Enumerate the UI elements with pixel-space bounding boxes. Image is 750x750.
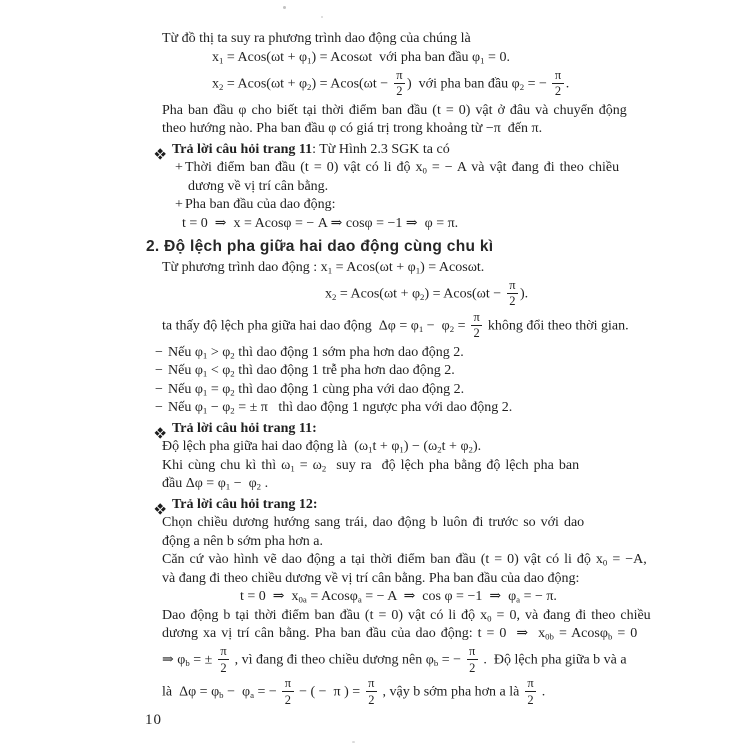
text: đầu Δφ = φ: [162, 476, 226, 491]
text: − φ: [207, 400, 231, 415]
bold-text: Trả lời câu hỏi trang 11: [172, 141, 313, 157]
text: Nếu φ: [168, 381, 203, 397]
text: Nếu φ: [168, 363, 203, 378]
text: : Từ Hình 2.3 SGK ta có: [312, 141, 450, 157]
diamond-bullet-icon: [156, 496, 172, 514]
text: − ( − π ) =: [295, 684, 364, 700]
subscript: 2: [321, 463, 327, 473]
equation-x2: [212, 67, 604, 99]
phase-paragraph-line-1: [162, 102, 627, 120]
text: ⇒ φ: [162, 652, 186, 668]
text: ) − (ω: [403, 439, 438, 454]
text: = −: [253, 684, 281, 700]
fraction: $\frac{\pi}{2}$: [366, 677, 377, 706]
text: ) = Acosωt với pha ban đầu φ: [311, 49, 481, 65]
subscript: 0: [602, 557, 608, 568]
subscript: 1: [307, 55, 312, 65]
bold-text: Trả lời câu hỏi trang 12:: [172, 496, 318, 512]
subscript: 1: [327, 265, 333, 275]
text: = − π.: [520, 589, 557, 604]
text: = −: [438, 652, 465, 668]
text: 2. Độ lệch pha giữa hai dao động cùng chu kì: [146, 237, 494, 255]
text: , vậy b sớm pha hơn a là: [378, 684, 523, 700]
line-text: [172, 141, 604, 159]
text: = Acos(ωt + φ: [223, 76, 308, 92]
subscript: 1: [202, 350, 208, 360]
answer-12-line-3: [162, 551, 647, 569]
text: > φ: [207, 344, 231, 360]
page-content: [146, 30, 651, 707]
subscript: 1: [219, 55, 224, 65]
subscript: 1: [202, 387, 208, 397]
section-heading: [146, 238, 604, 256]
plus-item-2: [175, 196, 604, 214]
section2-intro: [162, 259, 604, 277]
text: = − A và vật đang đi theo chiều: [426, 160, 620, 175]
fraction: $\frac{\pi}{2}$: [525, 677, 536, 706]
scan-speck: [352, 741, 355, 743]
text: < φ: [207, 363, 231, 378]
subscript: 2: [230, 350, 235, 360]
text: .: [261, 476, 269, 491]
text: =: [454, 318, 470, 334]
bullet-som-pha: [155, 344, 604, 362]
text: theo hướng nào. Pha ban đầu φ có giá trị trong khoảng từ −π đến π.: [162, 121, 543, 136]
subscript: 1: [202, 368, 208, 379]
line-text: [168, 362, 604, 380]
text: = Acos(ωt + φ: [336, 286, 421, 302]
answer-12-line-6: [162, 625, 638, 643]
subscript: 2: [256, 481, 262, 492]
equation-phase-a: [240, 588, 604, 606]
text: .: [565, 76, 570, 92]
text: dương về vị trí cân bằng.: [188, 178, 329, 194]
text: dương xa vị trí cân bằng. Pha ban đầu của dao động: t = 0 ⇒ x: [162, 626, 546, 641]
text: thì dao động 1 cùng pha với dao động 2.: [234, 381, 465, 397]
subscript: 2: [468, 444, 473, 455]
text: ta thấy độ lệch pha giữa hai dao động Δφ = φ: [162, 318, 419, 334]
dash-marker: −: [155, 363, 163, 378]
text: ) = Acos(ωt −: [424, 286, 505, 302]
phase-paragraph-line-2: [162, 120, 604, 138]
subscript: 2: [449, 323, 455, 334]
subscript: b: [219, 690, 224, 701]
line-text: [185, 159, 619, 177]
text: thì dao động 1 trễ pha hơn dao động 2.: [234, 363, 455, 378]
bullet-cung-pha: [155, 381, 604, 399]
subscript: 1: [202, 405, 208, 416]
dash-marker: −: [155, 381, 163, 397]
phase-difference-line: [162, 309, 629, 341]
line-text: [185, 196, 604, 214]
equation-x1: [212, 49, 604, 67]
equation-x2-second: [325, 277, 604, 309]
text: = ± π thì dao động 1 ngược pha với dao động 2.: [234, 400, 513, 415]
text: = −A,: [607, 552, 647, 567]
subscript: 1: [399, 444, 404, 455]
text: Pha ban đầu của dao động:: [185, 197, 336, 212]
subscript: 2: [219, 81, 224, 92]
subscript: a: [250, 690, 254, 701]
fraction: $\frac{\pi}{2}$: [218, 645, 229, 674]
answer-12-line-1: [162, 514, 604, 532]
subscript: b: [607, 631, 613, 642]
text: .: [538, 684, 546, 700]
scan-speck: [283, 6, 286, 9]
answer-12-line-8: [162, 678, 604, 707]
text: . Độ lệch pha giữa b và a: [479, 652, 627, 668]
answer-heading-trang-12: [156, 496, 604, 514]
equation-initial-phase: [182, 215, 604, 233]
text: = −: [524, 76, 551, 92]
text: = Acos(ωt + φ: [332, 259, 416, 275]
plus-item-1-line-1: [175, 159, 620, 177]
subscript: 1: [418, 323, 424, 334]
plus-marker: +: [175, 160, 183, 175]
fraction: $\frac{\pi}{2}$: [394, 69, 405, 98]
text: ) với pha ban đầu φ: [407, 76, 520, 92]
text: = Acosφ: [306, 589, 358, 604]
text: Khi cùng chu kì thì ω: [162, 457, 291, 473]
diamond-bullet-icon: [156, 420, 172, 438]
subscript: 2: [230, 405, 235, 416]
text: x: [212, 49, 219, 65]
subscript: 1: [225, 481, 231, 492]
text: không đổi theo thời gian.: [484, 318, 629, 334]
answer-11-line-1: [162, 438, 604, 456]
subscript: 1: [415, 265, 421, 275]
fraction: $\frac{\pi}{2}$: [552, 69, 563, 98]
line-text: [172, 420, 604, 438]
scan-speck: [321, 16, 323, 18]
text: suy ra độ lệch pha bằng độ lệch pha ban: [326, 457, 580, 473]
text: Độ lệch pha giữa hai dao động là (ω: [162, 439, 369, 454]
subscript: 2: [307, 81, 312, 92]
text: t = 0 ⇒ x = Acosφ = − A ⇒ cosφ = −1 ⇒ φ = π.: [182, 215, 459, 231]
line-text: [168, 381, 604, 399]
text: = ±: [189, 652, 216, 668]
text: , vì đang đi theo chiều dương nên φ: [231, 652, 434, 668]
text: = 0: [612, 626, 638, 641]
subscript: a: [357, 594, 362, 605]
text: Nếu φ: [168, 344, 203, 360]
answer-11-line-2: [162, 457, 604, 475]
subscript: 1: [368, 444, 373, 455]
subscript: 1: [480, 55, 485, 65]
answer-11-line-3: [162, 475, 604, 493]
fraction: $\frac{\pi}{2}$: [507, 279, 518, 308]
text: và đang đi theo chiều dương về vị trí cân bằng. Pha ban đầu của dao động:: [162, 570, 580, 586]
dash-marker: −: [155, 344, 163, 360]
text: ) = Acos(ωt −: [311, 76, 392, 92]
plus-marker: +: [175, 197, 183, 212]
text: Từ đồ thị ta suy ra phương trình dao động của chúng là: [162, 31, 471, 46]
text: Chọn chiều dương hướng sang trái, dao động b luôn đi trước so với dao: [162, 515, 585, 530]
text: ).: [520, 286, 529, 302]
subscript: 0: [487, 613, 492, 623]
subscript: 2: [437, 444, 442, 455]
text: = 0.: [484, 49, 510, 65]
text: x: [212, 76, 219, 92]
text: là Δφ = φ: [162, 684, 220, 700]
text: t + φ: [372, 439, 400, 454]
fraction: $\frac{\pi}{2}$: [467, 645, 478, 674]
subscript: 2: [332, 291, 337, 302]
text: = Acosφ: [553, 626, 608, 641]
text: Nếu φ: [168, 400, 203, 415]
line-text: [168, 344, 604, 362]
text: = − A ⇒ cos φ = −1 ⇒ φ: [361, 589, 517, 604]
subscript: b: [185, 658, 190, 669]
bullet-nguoc-pha: [155, 399, 604, 417]
subscript: 0b: [545, 631, 554, 642]
text: − φ: [223, 684, 251, 700]
subscript: 2: [519, 81, 525, 92]
answer-trang-11-intro: [156, 141, 604, 159]
answer-heading-trang-11: [156, 420, 604, 438]
text: = φ: [207, 381, 231, 397]
text: = 0, và đang đi theo chiều: [491, 607, 651, 623]
subscript: 2: [230, 368, 235, 379]
text: = Acos(ωt + φ: [223, 49, 308, 65]
diamond-bullet-icon: [156, 141, 172, 159]
text: Từ phương trình dao động : x: [162, 259, 328, 275]
subscript: 0: [422, 165, 427, 176]
plus-item-1-line-2: [188, 178, 604, 196]
line-text: [168, 399, 604, 417]
text: t = 0 ⇒ x: [240, 589, 299, 604]
dash-marker: −: [155, 400, 163, 415]
intro-line: [162, 30, 604, 48]
subscript: a: [516, 594, 521, 605]
line-text: [172, 496, 604, 514]
bullet-tre-pha: [155, 362, 604, 380]
text: t + φ: [441, 439, 469, 454]
text: x: [325, 286, 332, 302]
subscript: 0a: [298, 594, 307, 605]
fraction: $\frac{\pi}{2}$: [282, 677, 293, 706]
subscript: 2: [420, 291, 425, 302]
answer-12-line-2: [162, 533, 604, 551]
subscript: b: [433, 658, 439, 669]
text: ).: [472, 439, 482, 454]
text: ) = Acosωt.: [420, 259, 485, 275]
fraction: $\frac{\pi}{2}$: [471, 311, 482, 340]
text: Dao động b tại thời điểm ban đầu (t = 0) vật có li độ x: [162, 607, 488, 623]
text: − φ: [423, 318, 450, 334]
subscript: 2: [230, 387, 235, 397]
text: động a nên b sớm pha hơn a.: [162, 533, 323, 549]
text: = ω: [294, 457, 322, 473]
text: Pha ban đầu φ cho biết tại thời điểm ban đầu (t = 0) vật ở đâu và chuyển động: [162, 102, 627, 118]
page-number: 10: [145, 712, 162, 728]
answer-12-line-4: [162, 570, 604, 588]
answer-12-line-5: [162, 607, 651, 625]
text: Căn cứ vào hình vẽ dao động a tại thời điểm ban đầu (t = 0) vật có li độ x: [162, 552, 603, 567]
text: Thời điểm ban đầu (t = 0) vật có li độ x: [185, 160, 423, 175]
answer-12-line-7: [162, 644, 627, 675]
bold-text: Trả lời câu hỏi trang 11:: [172, 420, 317, 436]
subscript: 1: [290, 463, 295, 473]
text: thì dao động 1 sớm pha hơn dao động 2.: [234, 344, 464, 360]
text: − φ: [230, 476, 257, 491]
